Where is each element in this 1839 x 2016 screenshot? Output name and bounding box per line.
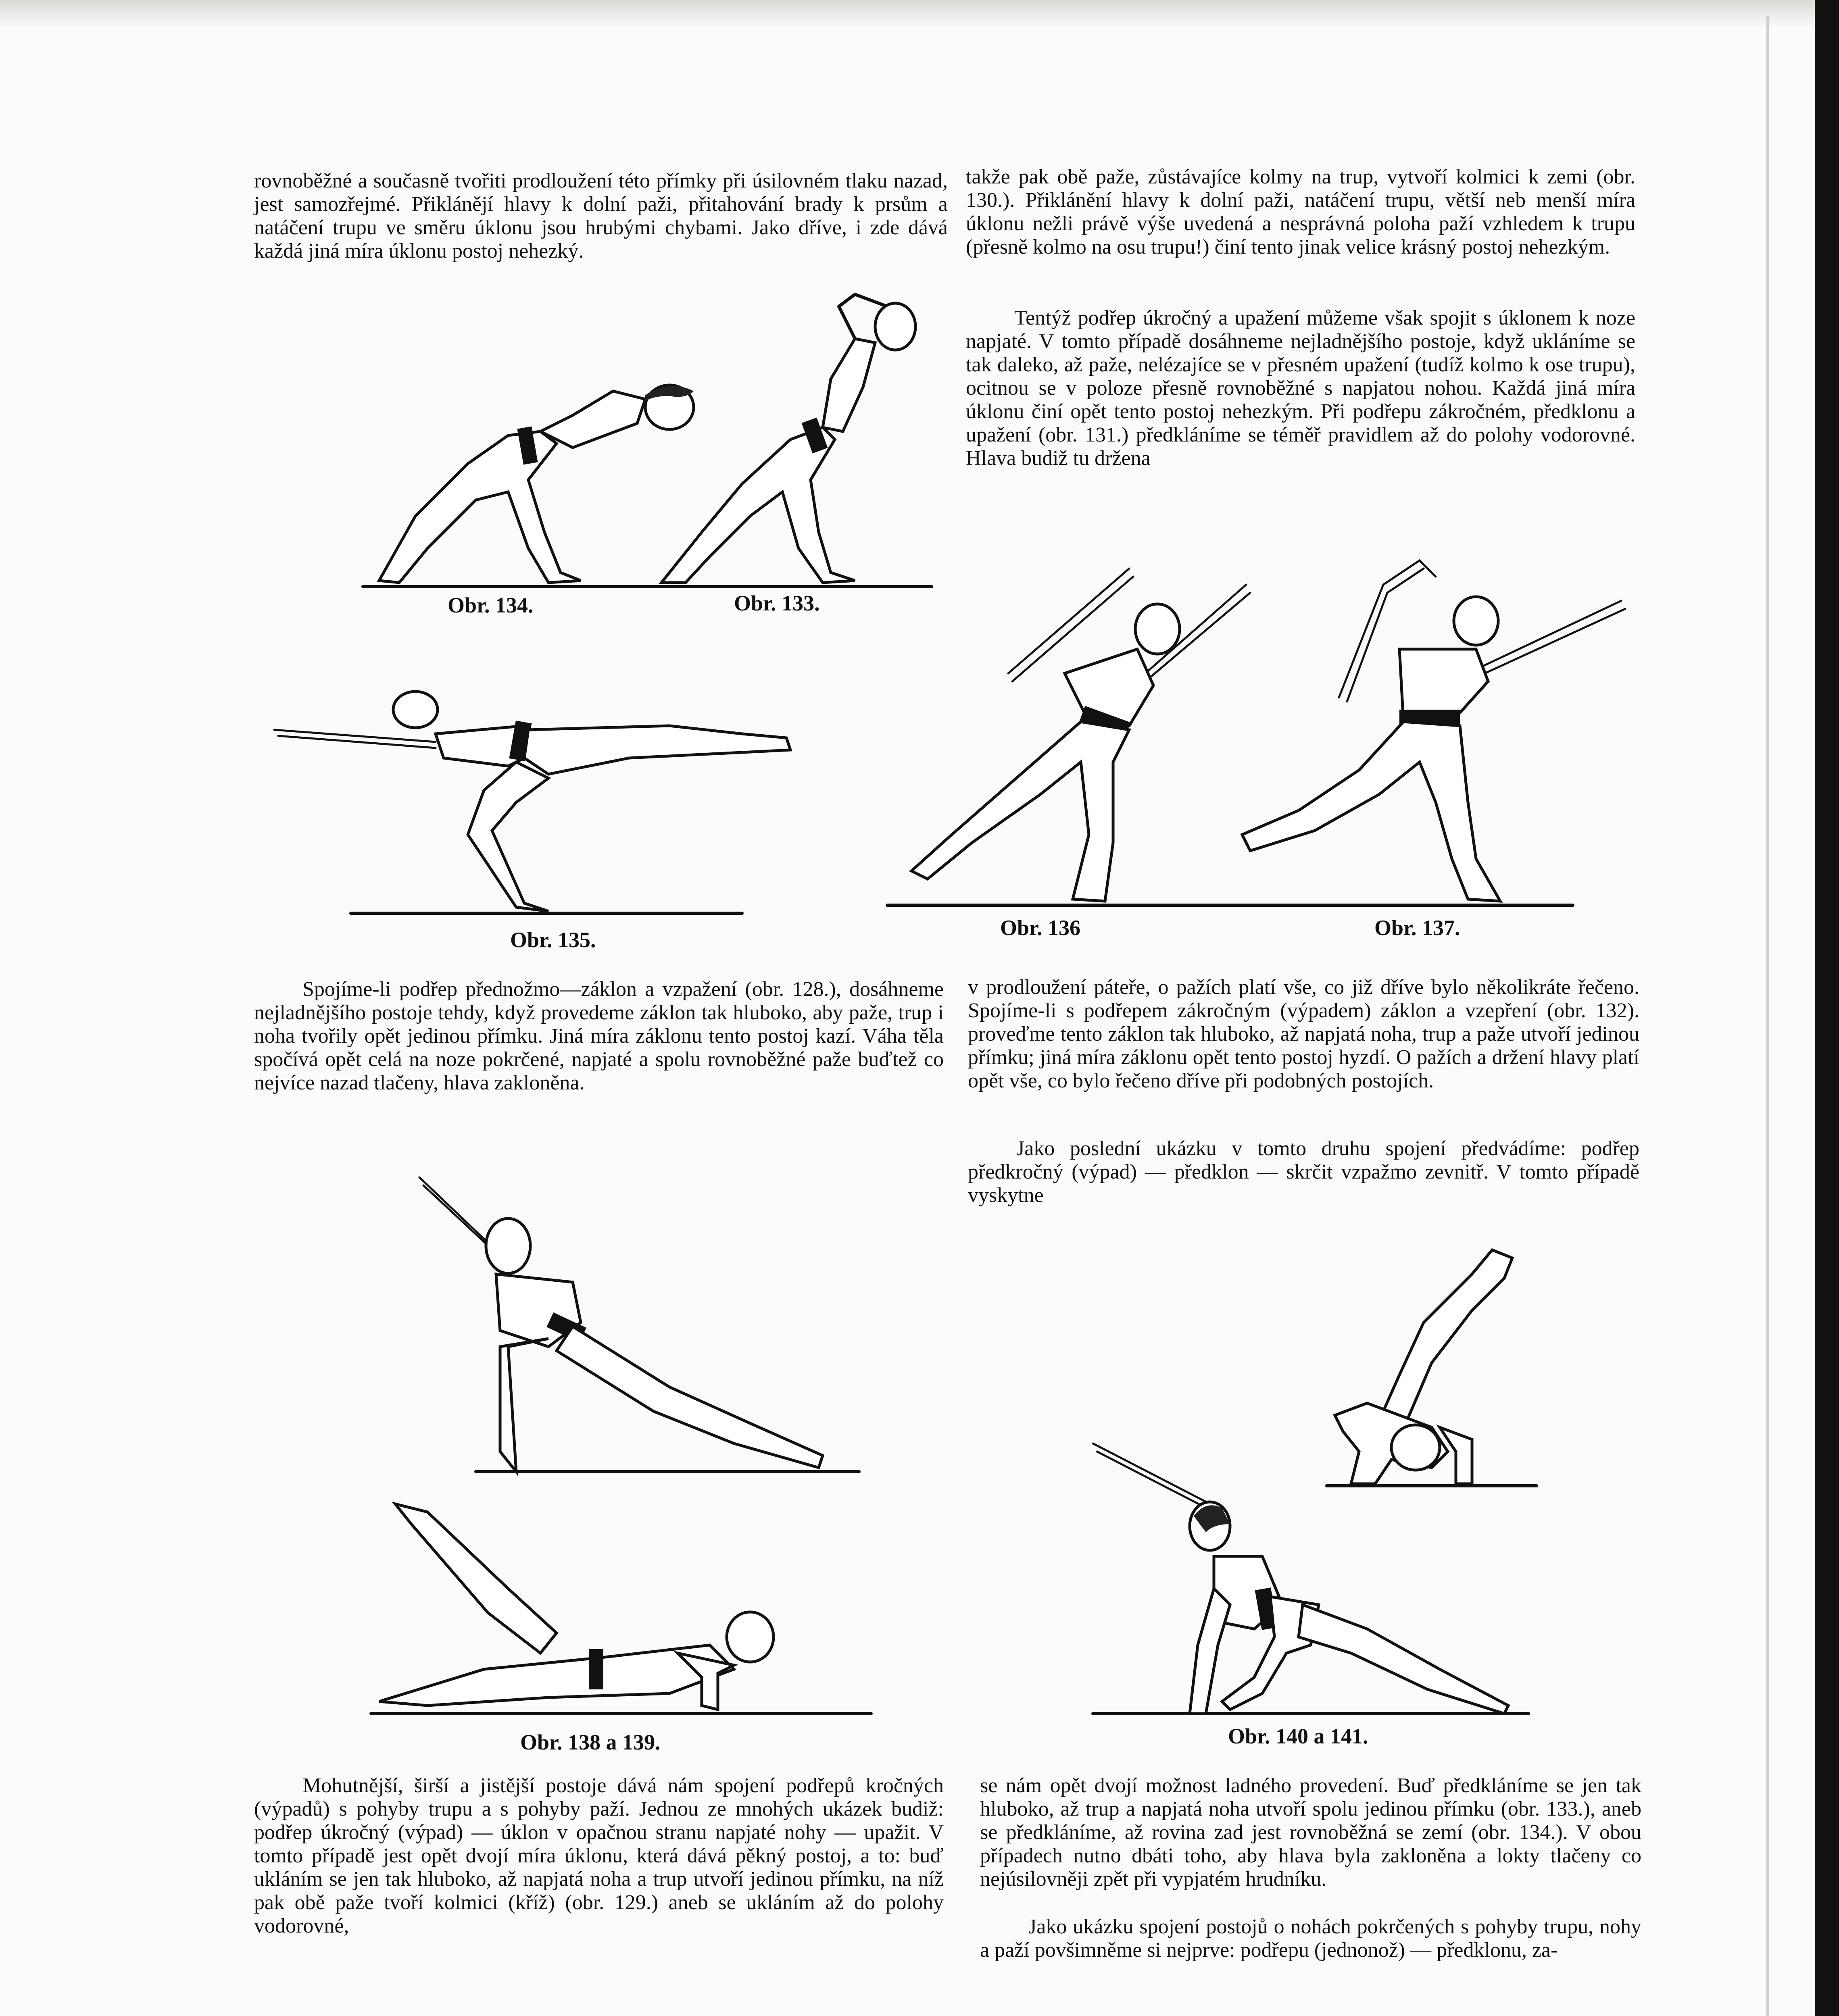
caption-fig-136: Obr. 136 <box>1000 916 1081 940</box>
caption-fig-137: Obr. 137. <box>1374 916 1460 940</box>
gymnast-kneeling-backbend-figure <box>1085 1242 1541 1726</box>
gymnast-side-plank-figure <box>347 1161 895 1726</box>
caption-fig-140-141: Obr. 140 a 141. <box>1228 1724 1368 1748</box>
scan-border-right <box>1815 0 1839 2016</box>
text-bottom-left: Mohutnější, širší a jistější postoje dává nám spojení podřepů kročných (výpadů) s pohyby trupu a s pohyby paží. Jednou ze mnohých ukázek budiž: podřep úkročný (výpad) — úklon v opačnou stranu napjaté nohy — upažit. V tomto případě jest opět dvojí míra úklonu, která dává pěkný postoj, a to: buď ukláním se jen tak hluboko, až napjatá noha a trup utvoří jedinou přímku, na níž pak obě paže tvoří kolmici (kříž) (obr. 129.) aneb se ukláním až do polohy vodorovné, <box>254 1774 944 1937</box>
gymnast-standing-scale-figure <box>266 677 815 919</box>
text-bottom-right-p1: se nám opět dvojí možnost ladného provedení. Buď předkláníme se jen tak hluboko, až trup a napjatá noha utvoří spolu jedinou přímku (obr. 133.), aneb se předkláníme, až rovina zad jest rovnoběžná se zemí (obr. 134.). V obou případech nutno dbáti toho, aby hlava byla zakloněna a lokty tlačeny co nejúsilovněji zpět při vypjatém hrudníku. <box>980 1774 1641 1891</box>
caption-fig-134: Obr. 134. <box>448 593 534 617</box>
caption-fig-138-139: Obr. 138 a 139. <box>520 1730 661 1754</box>
text-mid-right-p1: v prodloužení páteře, o pažích platí vše, co již dříve bylo několikráte řečeno. Spojíme-li s podřepem zákročným (výpadem) záklon a vzepření (obr. 132). proveďme tento záklon tak hluboko, až napjatá noha, trup a paže utvoří jedinou přímku; jiná míra záklonu opět tento postoj hyzdí. O pažích a držení hlavy platí opět vše, co bylo řečeno dříve při podobných postojích. <box>968 976 1639 1092</box>
caption-fig-133: Obr. 133. <box>734 591 820 615</box>
text-top-right-p2: Tentýž podřep úkročný a upažení můžeme však spojit s úklonem k noze napjaté. V tomto případě dosáhneme nejladnějšího postoje, když ukláníme se tak daleko, až paže, nelézajíce se v přesném upažení (tudíž kolmo k ose trupu), ocitnou se v poloze přesně rovnoběžné s napjatou nohou. Každá jiná míra úklonu činí opět tento postoj nehezkým. Při podřepu zákročném, předklonu a upažení (obr. 131.) předkláníme se téměř pravidlem až do polohy vodorovné. Hlava budiž tu držena <box>966 306 1635 470</box>
gymnast-lunge-forward-bend-figure <box>355 290 940 597</box>
text-mid-left: Spojíme-li podřep přednožmo—záklon a vzpažení (obr. 128.), dosáhneme nejladnějšího postoje tehdy, když provedeme záklon tak hluboko, aby paže, trup i noha tvořily opět jedinou přímku. Jiná míra záklonu tento postoj kazí. Váha těla spočívá opět celá na noze pokrčené, napjaté a spolu rovnoběžné paže buďtež co nejvíce nazad tlačeny, hlava zakloněna. <box>254 978 944 1094</box>
text-top-right-p1: takže pak obě paže, zůstávajíce kolmy na trup, vytvoří kolmici k zemi (obr. 130.). Přiklánění hlavy k dolní paži, natáčení trupu, větší neb menší míra úklonu nežli právě výše uvedená a nesprávná poloha paží vzhledem k trupu (přesně kolmo na osu trupu!) činí tento jinak velice krásný postoj nehezkým. <box>966 165 1635 258</box>
caption-fig-135: Obr. 135. <box>510 928 596 952</box>
scan-edge-line <box>1766 16 1769 2016</box>
text-mid-right-p2: Jako poslední ukázku v tomto druhu spojení předvádíme: podřep předkročný (výpad) — předklon — skrčit vzpažmo zevnitř. V tomto případě vyskytne <box>968 1137 1639 1207</box>
text-bottom-right-p2: Jako ukázku spojení postojů o nohách pokrčených s pohyby trupu, nohy a paží povšimněme si nejprve: podřepu (jednonož) — předklonu, za- <box>980 1915 1641 1962</box>
gymnast-side-lunge-raised-arms-figure <box>823 552 1605 915</box>
scan-border-top <box>0 0 1839 28</box>
text-top-left: rovnoběžné a současně tvořiti prodloužení této přímky při úsilovném tlaku nazad, jest samozřejmé. Přiklánějí hlavy k dolní paži, přitahování brady k prsům a natáčení trupu ve směru úklonu jsou hrubými chybami. Jako dříve, i zde dává každá jiná míra úklonu postoj nehezký. <box>254 169 948 262</box>
